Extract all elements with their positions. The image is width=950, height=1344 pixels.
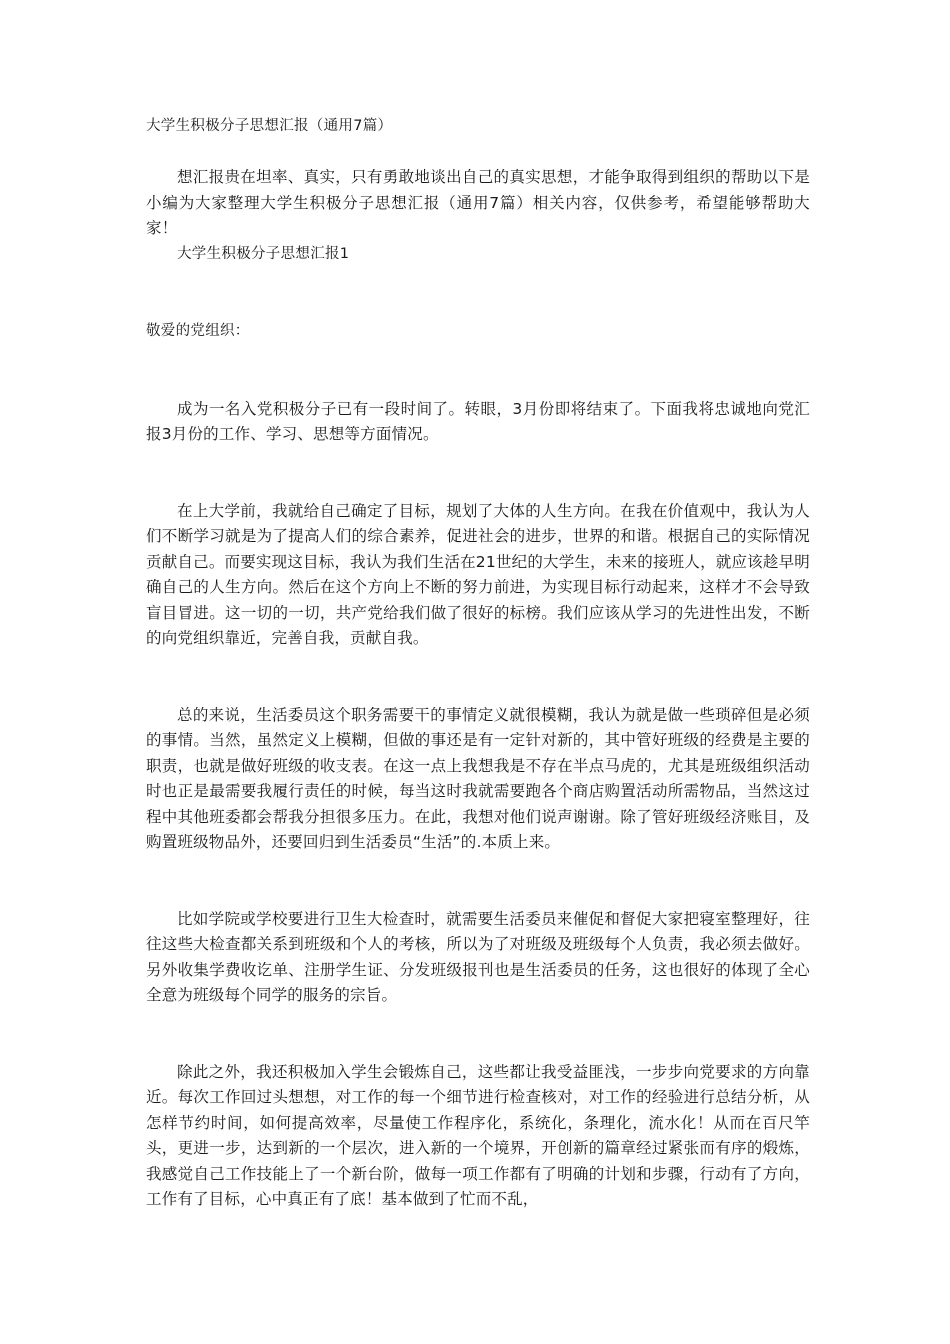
- intro-paragraph: 想汇报贵在坦率、真实，只有勇敢地谈出自己的真实思想，才能争取得到组织的帮助以下是小编为大家整理大学生积极分子思想汇报（通用7篇）相关内容，仅供参考，希望能够帮助大家！: [146, 168, 810, 237]
- spacer: [146, 856, 810, 907]
- spacer: [146, 1009, 810, 1060]
- section-heading: 大学生积极分子思想汇报1: [177, 245, 350, 262]
- paragraph-1: 成为一名入党积极分子已有一段时间了。转眼，3月份即将结束了。下面我将忠诚地向党汇报3月份的工作、学习、思想等方面情况。: [146, 399, 810, 443]
- salutation: 敬爱的党组织：: [146, 323, 250, 339]
- spacer: [146, 345, 810, 397]
- document-body: [146, 113, 810, 1213]
- spacer: [146, 139, 810, 165]
- spacer: [146, 267, 810, 319]
- spacer: [146, 652, 810, 703]
- paragraph-2: 在上大学前，我就给自己确定了目标，规划了大体的人生方向。在我在价值观中，我认为人们不断学习就是为了提高人们的综合素养，促进社会的进步，世界的和谐。根据自己的实际情况贡献自己。而要实现这目标，我认为我们生活在21世纪的大学生，未来的接班人，就应该趁早明确自己的人生方向。然后在这个方向上不断的努力前进，为实现目标行动起来，这样才不会导致盲目冒进。这一切的一切，共产党给我们做了很好的标榜。我们应该从学习的先进性出发，不断的向党组织靠近，完善自我，贡献自我。: [146, 501, 810, 647]
- paragraph-4: 比如学院或学校要进行卫生大检查时，就需要生活委员来催促和督促大家把寝室整理好，往往这些大检查都关系到班级和个人的考核，所以为了对班级及班级每个人负责，我必须去做好。另外收集学费收讫单、注册学生证、分发班级报刊也是生活委员的任务，这也很好的体现了全心全意为班级每个同学的服务的宗旨。: [146, 909, 810, 1004]
- paragraph-5: 除此之外，我还积极加入学生会锻炼自己，这些都让我受益匪浅，一步步向党要求的方向靠近。每次工作回过头想想，对工作的每一个细节进行检查核对，对工作的经验进行总结分析，从怎样节约时间，如何提高效率，尽量使工作程序化，系统化，条理化，流水化！从而在百尺竿头，更进一步，达到新的一个层次，进入新的一个境界，开创新的篇章经过紧张而有序的煅炼，我感觉自己工作技能上了一个新台阶，做每一项工作都有了明确的计划和步骤，行动有了方向，工作有了目标，心中真正有了底！基本做到了忙而不乱，: [146, 1062, 810, 1208]
- paragraph-3: 总的来说，生活委员这个职务需要干的事情定义就很模糊，我认为就是做一些琐碎但是必须的事情。当然，虽然定义上模糊，但做的事还是有一定针对新的，其中管好班级的经费是主要的职责，也就是做好班级的收支表。在这一点上我想我是不存在半点马虎的，尤其是班级组织活动时也正是最需要我履行责任的时候，每当这时我就需要跑各个商店购置活动所需物品，当然这过程中其他班委都会帮我分担很多压力。在此，我想对他们说声谢谢。除了管好班级经济账目，及购置班级物品外，还要回归到生活委员“生活”的.本质上来。: [146, 705, 810, 851]
- document-title: 大学生积极分子思想汇报（通用7篇）: [146, 118, 393, 134]
- spacer: [146, 448, 810, 499]
